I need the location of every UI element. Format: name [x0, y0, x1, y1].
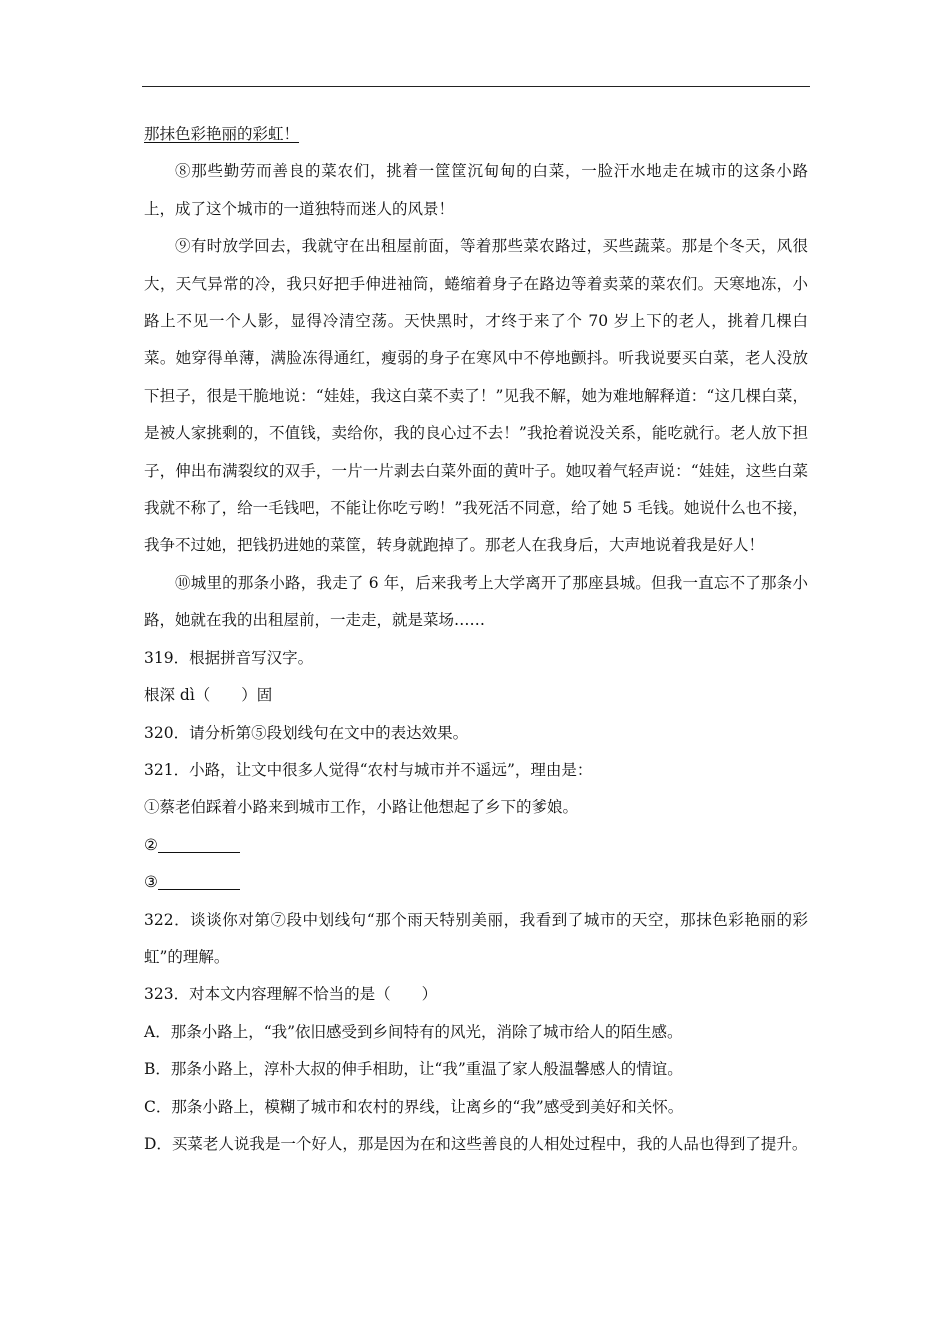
- document-page: [144, 116, 808, 1163]
- carryover-line: [144, 116, 808, 153]
- question-321-answer-3: [144, 864, 808, 901]
- question-321-answer-1: ①蔡老伯踩着小路来到城市工作，小路让他想起了乡下的爹娘。: [144, 798, 579, 817]
- question-320: 320．请分析第⑤段划线句在文中的表达效果。: [144, 723, 469, 742]
- option-a[interactable]: A．那条小路上，“我”依旧感受到乡间特有的风光，消除了城市给人的陌生感。: [144, 1022, 683, 1041]
- question-319: 319．根据拼音写汉字。: [144, 648, 314, 667]
- paragraph-9: ⑨有时放学回去，我就守在出租屋前面，等着那些菜农路过，买些蔬菜。那是个冬天，风很大，天气异常的冷，我只好把手伸进袖筒，蜷缩着身子在路边等着卖菜的菜农们。天寒地冻，小路上不见一个人影，显得冷清空荡。天快黑时，才终于来了个 70 岁上下的老人，挑着几棵白菜。她穿得单薄，满脸冻得通红，瘦弱的身子在寒风中不停地颤抖。听我说要买白菜，老人没放下担子，很是干脆地说：“娃娃，我这白菜不卖了！”见我不解，她为难地解释道：“这几棵白菜，是被人家挑剩的，不值钱，卖给你，我的良心过不去！”我抢着说没关系，能吃就行。老人放下担子，伸出布满裂纹的双手，一片一片剥去白菜外面的黄叶子。她叹着气轻声说：“娃娃，这些白菜我就不称了，给一毛钱吧，不能让你吃亏哟！”我死活不同意，给了她 5 毛钱。她说什么也不接，我争不过她，把钱扔进她的菜筐，转身就跑掉了。那老人在我身后，大声地说着我是好人！: [144, 237, 808, 555]
- question-323: 323．对本文内容理解不恰当的是（ ）: [144, 985, 438, 1004]
- option-b[interactable]: B．那条小路上，淳朴大叔的伸手相助，让“我”重温了家人般温馨感人的情谊。: [144, 1060, 683, 1079]
- option-d[interactable]: D．买菜老人说我是一个好人，那是因为在和这些善良的人相处过程中，我的人品也得到了提升。: [144, 1134, 808, 1153]
- answer-3-blank[interactable]: [158, 871, 240, 890]
- question-321: 321．小路，让文中很多人觉得“农村与城市并不遥远”，理由是：: [144, 760, 593, 779]
- answer-2-blank[interactable]: [158, 834, 240, 853]
- paragraph-8: ⑧那些勤劳而善良的菜农们，挑着一筐筐沉甸甸的白菜，一脸汗水地走在城市的这条小路上，成了这个城市的一道独特而迷人的风景！: [144, 162, 808, 218]
- answer-2-label: ②: [144, 835, 158, 854]
- option-c[interactable]: C．那条小路上，模糊了城市和农村的界线，让离乡的“我”感受到美好和关怀。: [144, 1097, 684, 1116]
- underlined-sentence: 那抹色彩艳丽的彩虹！: [144, 125, 300, 143]
- answer-3-label: ③: [144, 873, 158, 892]
- paragraph-10: ⑩城里的那条小路，我走了 6 年，后来我考上大学离开了那座县城。但我一直忘不了那条小路，她就在我的出租屋前，一走走，就是菜场……: [144, 573, 808, 630]
- question-322: 322．谈谈你对第⑦段中划线句“那个雨天特别美丽，我看到了城市的天空，那抹色彩艳丽的彩虹”的理解。: [144, 910, 808, 966]
- question-319-item: 根深 dì（ ）固: [144, 686, 273, 705]
- question-321-answer-2: [144, 827, 808, 864]
- header-rule: [142, 86, 810, 87]
